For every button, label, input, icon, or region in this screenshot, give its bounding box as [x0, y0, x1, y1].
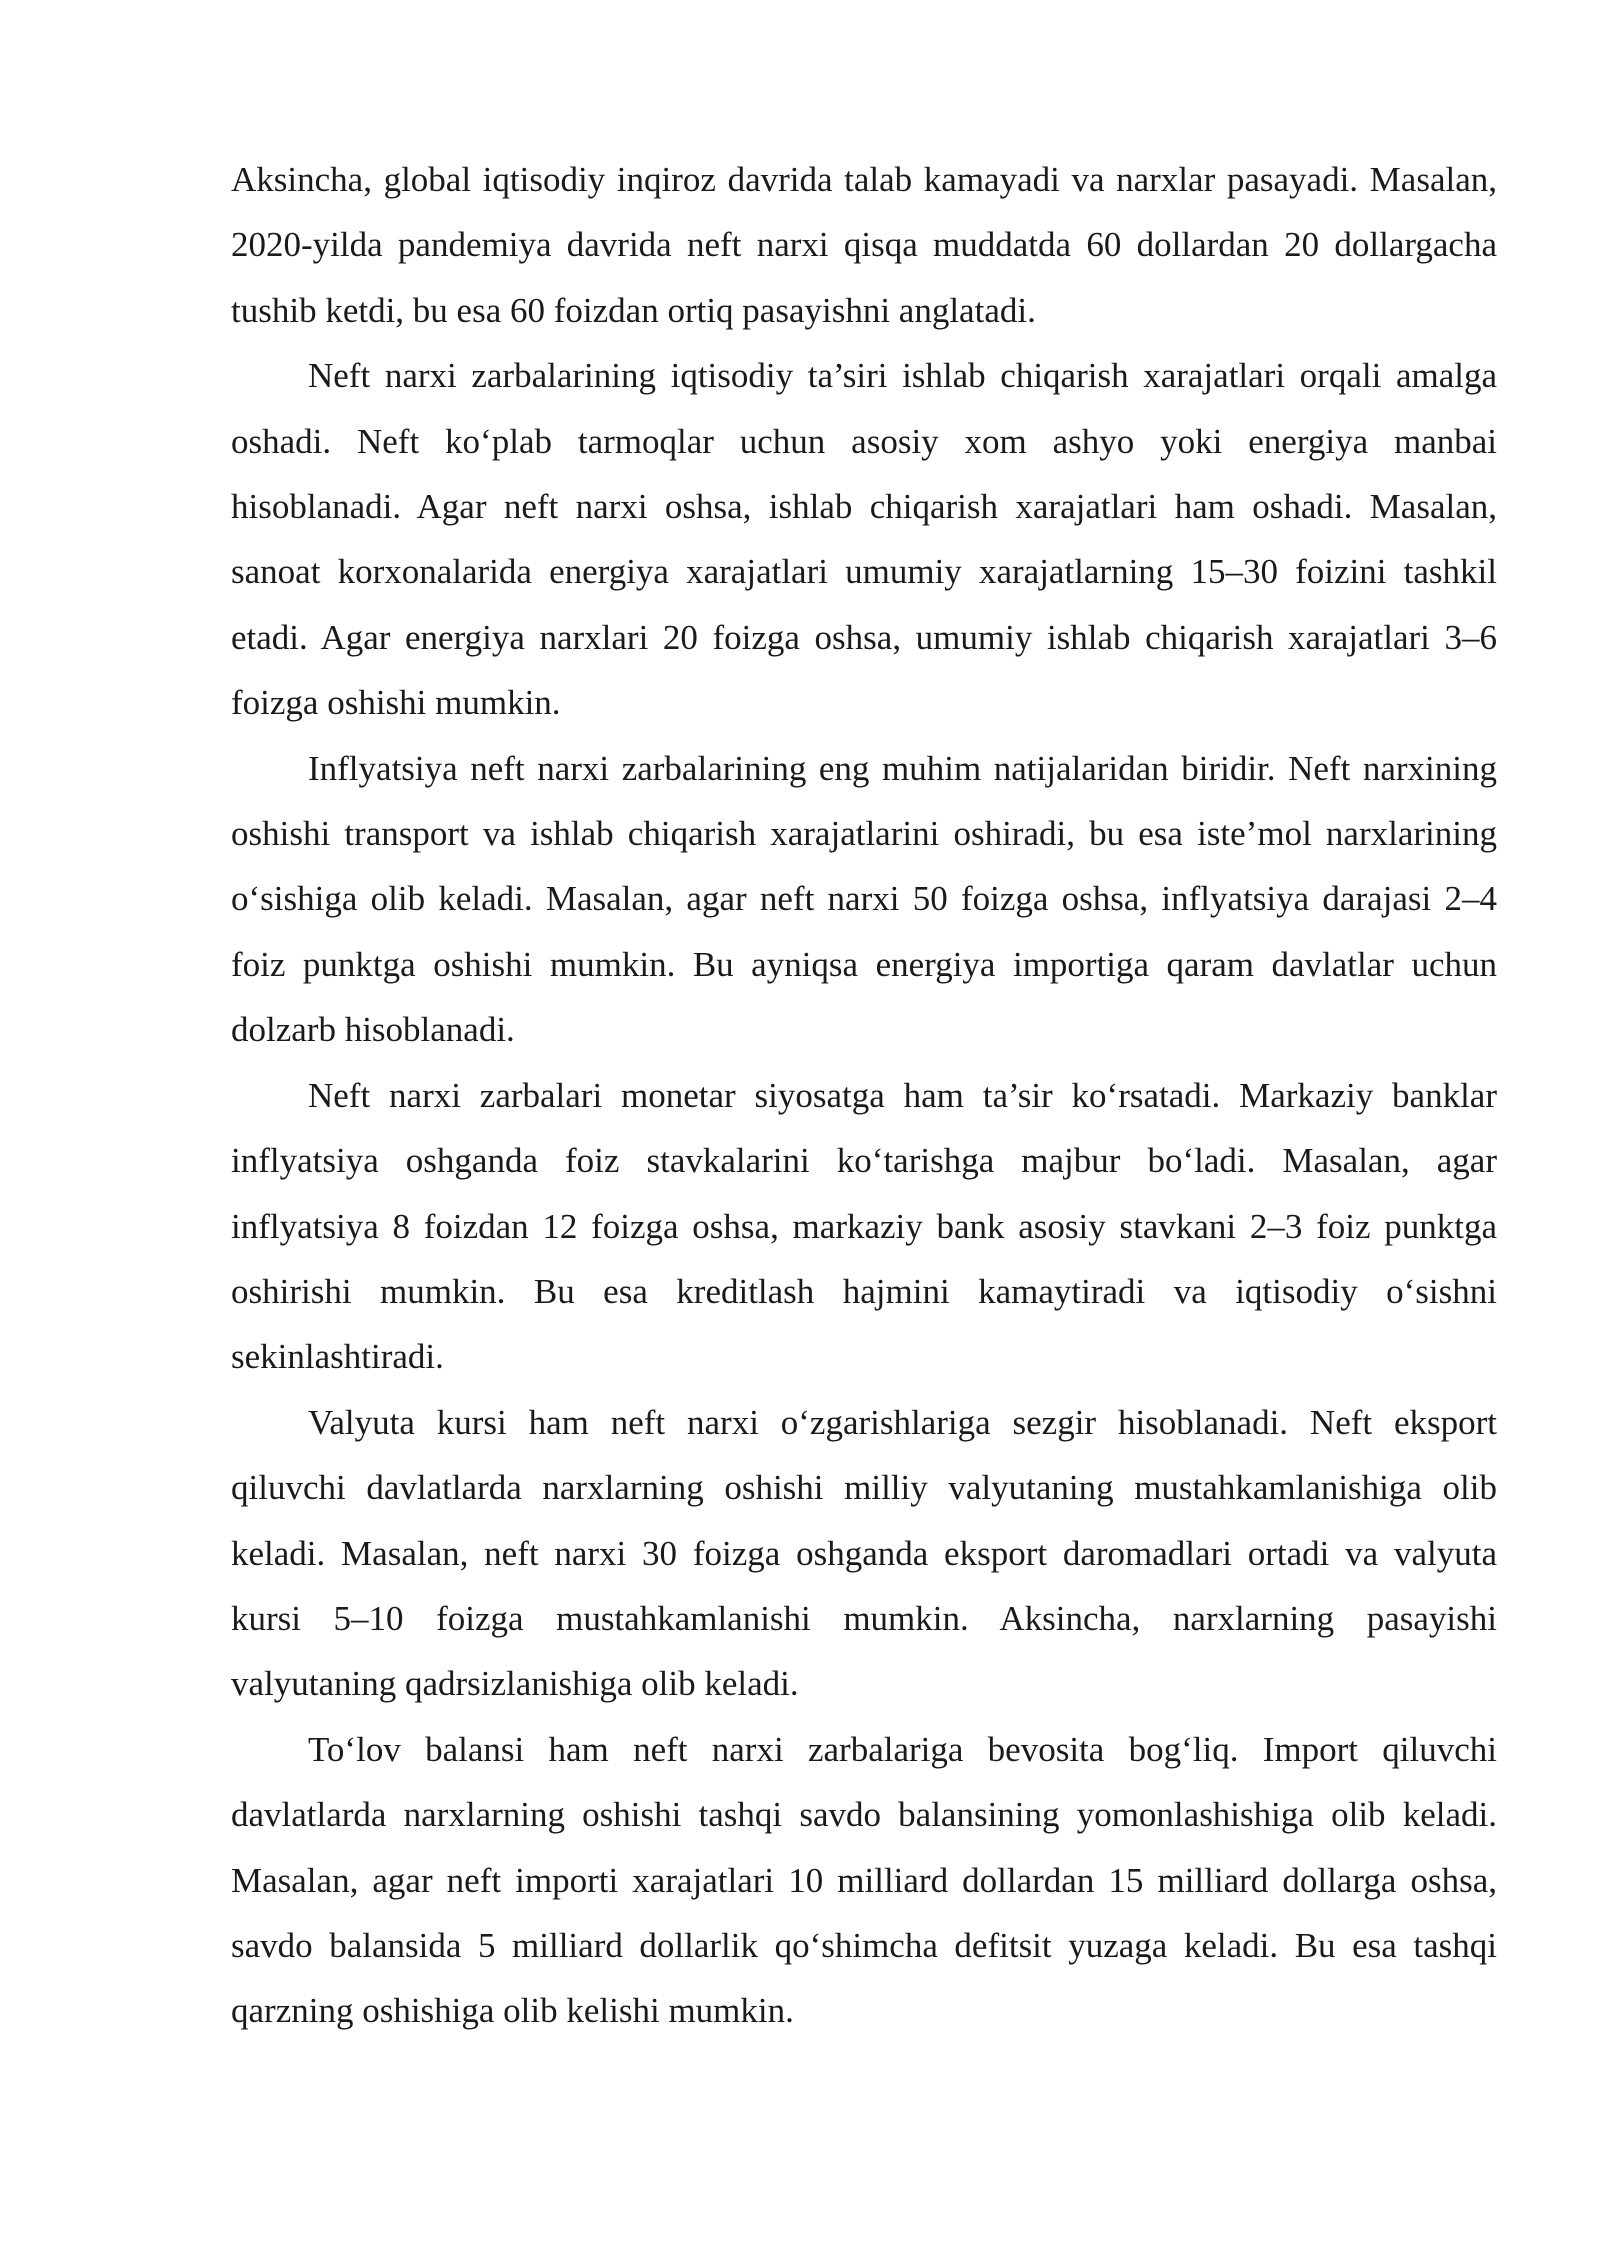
- paragraph-4: Neft narxi zarbalari monetar siyosatga ham ta’sir ko‘rsatadi. Markaziy banklar inflyatsiya oshganda foiz stavkalarini ko‘tarishga majbur bo‘ladi. Masalan, agar inflyatsiya 8 foizdan 12 foizga oshsa, markaziy bank asosiy stavkani 2–3 foiz punktga oshirishi mumkin. Bu esa kreditlash hajmini kamaytiradi va iqtisodiy o‘sishni sekinlashtiradi.: [231, 1075, 1497, 1377]
- document-body: [231, 147, 1497, 2044]
- paragraph-2: Neft narxi zarbalarining iqtisodiy ta’siri ishlab chiqarish xarajatlari orqali amalga oshadi. Neft ko‘plab tarmoqlar uchun asosiy xom ashyo yoki energiya manbai hisoblanadi. Agar neft narxi oshsa, ishlab chiqarish xarajatlari ham oshadi. Masalan, sanoat korxonalarida energiya xarajatlari umumiy xarajatlarning 15–30 foizini tashkil etadi. Agar energiya narxlari 20 foizga oshsa, umumiy ishlab chiqarish xarajatlari 3–6 foizga oshishi mumkin.: [231, 356, 1497, 723]
- paragraph-5: Valyuta kursi ham neft narxi o‘zgarishlariga sezgir hisoblanadi. Neft eksport qiluvchi davlatlarda narxlarning oshishi milliy valyutaning mustahkamlanishiga olib keladi. Masalan, neft narxi 30 foizga oshganda eksport daromadlari ortadi va valyuta kursi 5–10 foizga mustahkamlanishi mumkin. Aksincha, narxlarning pasayishi valyutaning qadrsizlanishiga olib keladi.: [231, 1402, 1497, 1704]
- paragraph-3: Inflyatsiya neft narxi zarbalarining eng muhim natijalaridan biridir. Neft narxining oshishi transport va ishlab chiqarish xarajatlarini oshiradi, bu esa iste’mol narxlarining o‘sishiga olib keladi. Masalan, agar neft narxi 50 foizga oshsa, inflyatsiya darajasi 2–4 foiz punktga oshishi mumkin. Bu ayniqsa energiya importiga qaram davlatlar uchun dolzarb hisoblanadi.: [231, 748, 1497, 1050]
- paragraph-6: To‘lov balansi ham neft narxi zarbalariga bevosita bog‘liq. Import qiluvchi davlatlarda narxlarning oshishi tashqi savdo balansining yomonlashishiga olib keladi. Masalan, agar neft importi xarajatlari 10 milliard dollardan 15 milliard dollarga oshsa, savdo balansida 5 milliard dollarlik qo‘shimcha defitsit yuzaga keladi. Bu esa tashqi qarzning oshishiga olib kelishi mumkin.: [231, 1729, 1497, 2031]
- paragraph-1: Aksincha, global iqtisodiy inqiroz davrida talab kamayadi va narxlar pasayadi. Masalan, 2020-yilda pandemiya davrida neft narxi qisqa muddatda 60 dollardan 20 dollargacha tushib ketdi, bu esa 60 foizdan ortiq pasayishni anglatadi.: [231, 160, 1497, 330]
